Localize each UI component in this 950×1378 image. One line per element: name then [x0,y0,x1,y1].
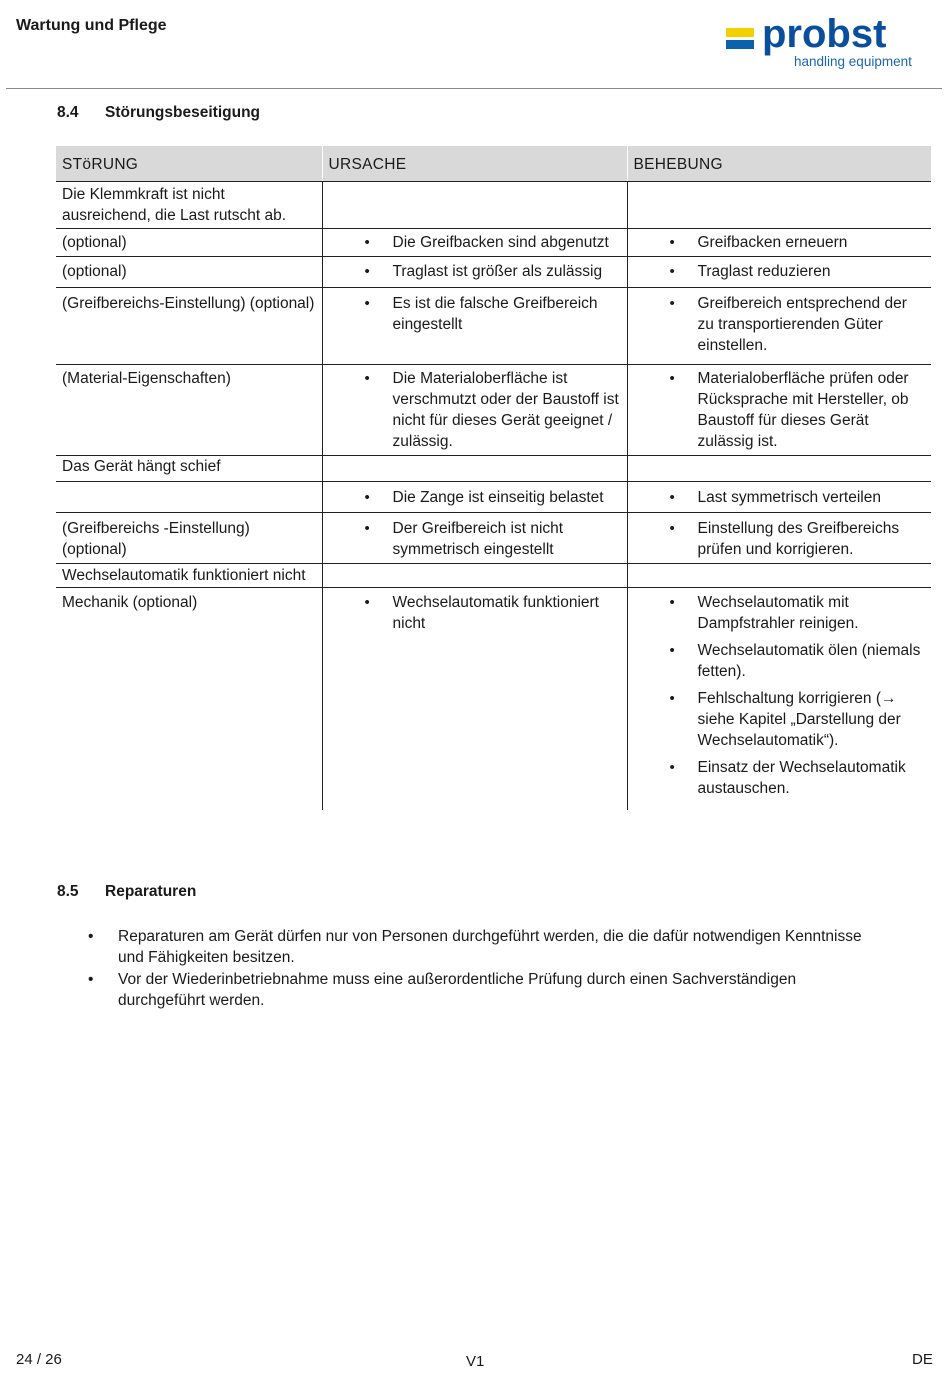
ursache-list [329,232,621,253]
bullet-item: • Es ist die falsche Greifbereich eingestellt [365,293,621,335]
bullet-item: • Der Greifbereich ist nicht symmetrisch eingestellt [365,518,621,560]
repairs-list [88,926,868,1012]
cell-stoerung: Wechselautomatik funktioniert nicht [56,564,322,588]
logo-wordmark: probst [762,12,887,56]
bullet-item: • Wechselautomatik ölen (niemals fetten). [670,640,926,682]
cell-ursache [322,182,627,229]
section-number: 8.5 [57,883,79,900]
ursache-list [329,293,621,335]
cell-behebung [627,182,931,229]
logo-blue-bar [726,40,754,49]
logo-tagline: handling equipment [794,54,912,69]
table-row [56,456,931,482]
section-title: Störungsbeseitigung [105,104,260,121]
table-row [56,257,931,288]
bullet-item: • Die Greifbacken sind abgenutzt [365,232,621,253]
ursache-list [329,592,621,634]
table-row [56,564,931,588]
bullet-item: • Einsatz der Wechselautomatik austauschen. [670,757,926,799]
behebung-list [634,261,926,282]
ursache-list [329,261,621,282]
column-header-stoerung: STöRUNG [56,146,322,182]
cell-behebung [627,365,931,456]
section-title: Reparaturen [105,883,197,900]
cell-ursache [322,588,627,810]
table-body [56,182,931,810]
bullet-item: • Wechselautomatik mit Dampfstrahler reinigen. [670,592,926,634]
table-row [56,588,931,810]
table-row [56,182,931,229]
cell-ursache [322,257,627,288]
table-row [56,482,931,513]
bullet-item: • Die Zange ist einseitig belastet [365,487,621,508]
cell-stoerung: Das Gerät hängt schief [56,456,322,482]
cell-behebung [627,513,931,564]
cell-stoerung: (optional) [56,257,322,288]
troubleshooting-table [56,146,931,810]
page-header-title: Wartung und Pflege [16,17,167,34]
table-header-row [56,146,931,182]
ursache-list [329,487,621,508]
bullet-item: • Materialoberfläche prüfen oder Rücksprache mit Hersteller, ob Baustoff für dieses Gerät zulässig ist. [670,368,926,452]
repairs-list-item: • Reparaturen am Gerät dürfen nur von Personen durchgeführt werden, die die dafür notwendigen Kenntnisse und Fähigkeiten besitzen. [88,926,868,968]
behebung-list [634,592,926,799]
cell-ursache [322,482,627,513]
logo-yellow-bar [726,28,754,37]
bullet-item: • Last symmetrisch verteilen [670,487,926,508]
section-heading-8-5 [57,883,196,901]
cell-stoerung [56,482,322,513]
column-header-ursache: URSACHE [322,146,627,182]
cell-stoerung: (Greifbereichs-Einstellung) (optional) [56,288,322,365]
cell-stoerung: (optional) [56,229,322,257]
repairs-list-item: • Vor der Wiederinbetriebnahme muss eine außerordentliche Prüfung durch einen Sachverständigen durchgeführt werden. [88,969,868,1011]
column-header-behebung: BEHEBUNG [627,146,931,182]
cell-ursache [322,564,627,588]
ursache-list [329,368,621,452]
behebung-list [634,518,926,560]
bullet-item: • Wechselautomatik funktioniert nicht [365,592,621,634]
probst-logo [726,12,932,74]
cell-behebung [627,257,931,288]
bullet-item: • Fehlschaltung korrigieren (→ siehe Kapitel „Darstellung der Wechselautomatik“). [670,688,926,751]
bullet-item: • Traglast ist größer als zulässig [365,261,621,282]
behebung-list [634,293,926,356]
bullet-item: • Einstellung des Greifbereichs prüfen und korrigieren. [670,518,926,560]
cell-ursache [322,288,627,365]
cell-stoerung: (Greifbereichs -Einstellung) (optional) [56,513,322,564]
cell-behebung [627,564,931,588]
cell-stoerung: Mechanik (optional) [62,594,198,611]
cell-ursache [322,513,627,564]
table-row [56,288,931,365]
bullet-item: • Greifbacken erneuern [670,232,926,253]
version-label: V1 [466,1353,485,1370]
cell-stoerung: Die Klemmkraft ist nicht ausreichend, die Last rutscht ab. [56,182,322,229]
cell-behebung [627,588,931,810]
cell-stoerung: (Material-Eigenschaften) [56,365,322,456]
page-number: 24 / 26 [16,1351,62,1368]
cell-ursache [322,229,627,257]
behebung-list [634,232,926,253]
header-divider [6,88,942,89]
behebung-list [634,368,926,452]
cell-behebung [627,482,931,513]
bullet-item: • Die Materialoberfläche ist verschmutzt oder der Baustoff ist nicht für dieses Gerät geeignet / zulässig. [365,368,621,452]
cell-ursache [322,365,627,456]
behebung-list [634,487,926,508]
cell-behebung [627,288,931,365]
cell-ursache [322,456,627,482]
table-row [56,513,931,564]
cell-behebung [627,456,931,482]
cell-behebung [627,229,931,257]
bullet-item: • Greifbereich entsprechend der zu transportierenden Güter einstellen. [670,293,926,356]
language-label: DE [912,1351,933,1368]
section-heading-8-4 [57,104,260,122]
table-row [56,229,931,257]
table-row [56,365,931,456]
ursache-list [329,518,621,560]
section-number: 8.4 [57,104,79,121]
bullet-item: • Traglast reduzieren [670,261,926,282]
